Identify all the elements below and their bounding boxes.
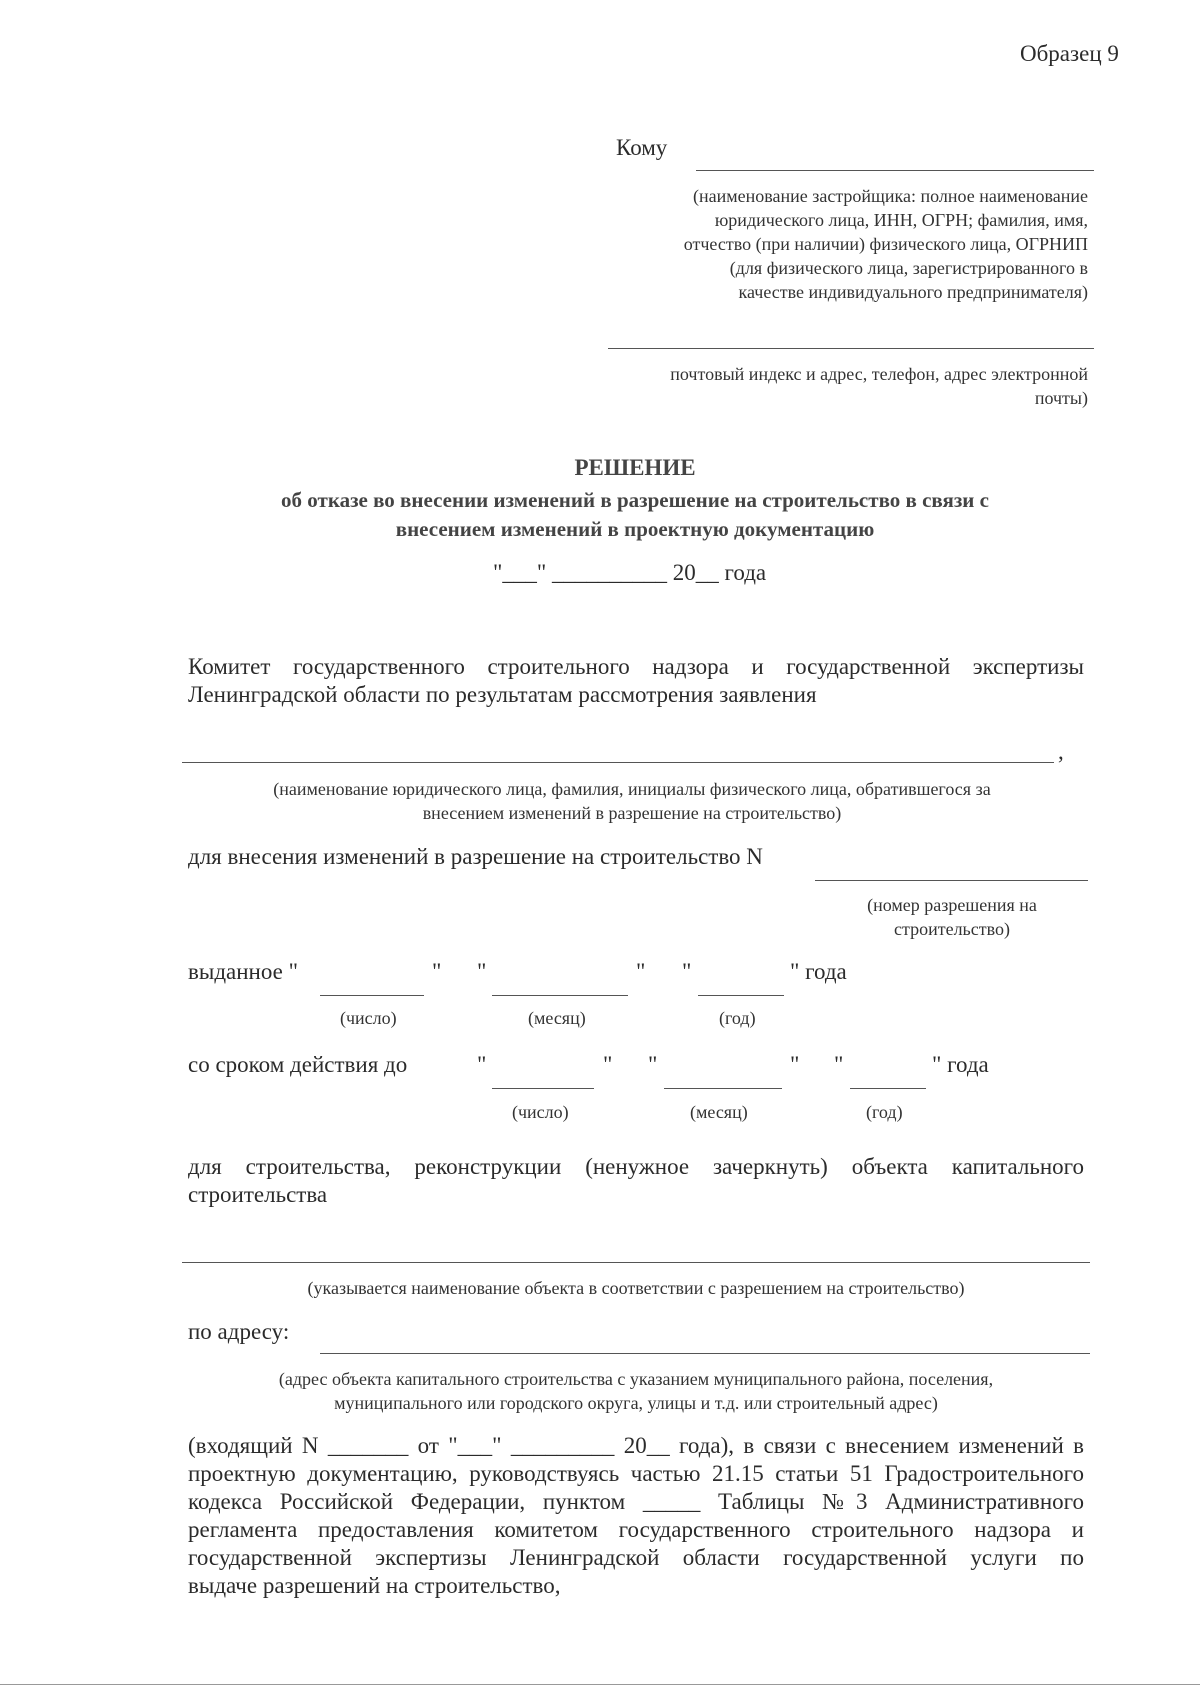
developer-hint-line: качестве индивидуального предпринимателя) — [738, 282, 1088, 302]
object-address-hint — [182, 1367, 1090, 1415]
valid-month-field — [664, 1088, 782, 1089]
final-paragraph — [188, 1432, 1084, 1600]
valid-year-field — [850, 1088, 926, 1089]
issued-day-field — [320, 995, 424, 996]
valid-day-field — [492, 1088, 594, 1089]
permit-number-hint — [832, 893, 1072, 941]
recipient-name-field — [696, 170, 1094, 171]
applicant-name-field — [182, 762, 1054, 763]
object-name-field — [182, 1262, 1090, 1263]
applicant-hint — [182, 777, 1082, 825]
object-address-field — [320, 1353, 1090, 1354]
final-paragraph-line: регламента предоставления комитетом государственного строительного надзора и — [188, 1517, 1084, 1542]
applicant-hint-line: (наименование юридического лица, фамилия, инициалы физического лица, обратившегося за — [273, 779, 991, 799]
issued-label: выданное " — [188, 959, 298, 984]
quote: " — [477, 959, 487, 984]
address-hint-line: почтовый индекс и адрес, телефон, адрес электронной — [670, 364, 1088, 384]
valid-label: со сроком действия до — [188, 1052, 408, 1077]
subtitle-line: об отказе во внесении изменений в разрешение на строительство в связи с — [281, 488, 989, 512]
issued-day-hint: (число) — [340, 1008, 397, 1028]
quote: " — [603, 1052, 613, 1077]
valid-month-hint: (месяц) — [690, 1102, 748, 1122]
permit-number-field — [815, 880, 1088, 881]
committee-line: Комитет государственного строительного надзора и государственной экспертизы — [188, 654, 1084, 679]
decision-date-line: "___" __________ 20__ года — [493, 560, 767, 585]
quote: " — [682, 959, 692, 984]
valid-tail: " года — [932, 1052, 989, 1077]
quote: " — [636, 959, 646, 984]
object-line: для строительства, реконструкции (ненужное зачеркнуть) объекта капитального — [188, 1154, 1084, 1179]
valid-day-hint: (число) — [512, 1102, 569, 1122]
developer-hint-line: (для физического лица, зарегистрированного в — [729, 258, 1088, 278]
object-name-hint: (указывается наименование объекта в соответствии с разрешением на строительство) — [307, 1278, 965, 1298]
developer-hint-line: юридического лица, ИНН, ОГРН; фамилия, имя, — [714, 210, 1088, 230]
sample-label: Образец 9 — [1020, 41, 1119, 66]
issued-year-hint: (год) — [719, 1008, 756, 1028]
page-bottom-edge — [0, 1684, 1200, 1685]
committee-line: Ленинградской области по результатам рассмотрения заявления — [188, 682, 817, 707]
quote: " — [432, 959, 442, 984]
object-line: строительства — [188, 1182, 328, 1207]
document-title: РЕШЕНИЕ — [574, 455, 696, 480]
final-paragraph-line: (входящий N _______ от "___" _________ 20__ года), в связи с внесением изменений в — [188, 1433, 1084, 1458]
final-paragraph-line: государственной экспертизы Ленинградской области государственной услуги по — [188, 1545, 1084, 1570]
to-label: Кому — [616, 135, 668, 160]
object-address-hint-line: (адрес объекта капитального строительства с указанием муниципального района, поселения, — [278, 1369, 994, 1389]
final-paragraph-line: проектную документацию, руководствуясь частью 21.15 статьи 51 Градостроительного — [188, 1461, 1084, 1486]
final-paragraph-last-line: выдаче разрешений на строительство, — [188, 1573, 561, 1598]
document-subtitle — [0, 486, 1200, 544]
final-paragraph-line: кодекса Российской Федерации, пунктом _____ Таблицы №3 Административного — [188, 1489, 1084, 1514]
quote: " — [648, 1052, 658, 1077]
permit-label: для внесения изменений в разрешение на строительство N — [188, 844, 763, 869]
permit-number-hint-line: (номер разрешения на — [867, 895, 1037, 915]
object-address-hint-line: муниципального или городского округа, улицы и т.д. или строительный адрес) — [334, 1393, 938, 1413]
permit-number-hint-line: строительство) — [894, 919, 1010, 939]
developer-hint-line: (наименование застройщика: полное наименование — [692, 186, 1088, 206]
comma: , — [1058, 739, 1064, 764]
developer-hint — [560, 184, 1088, 304]
issued-month-hint: (месяц) — [528, 1008, 586, 1028]
developer-hint-line: отчество (при наличии) физического лица, ОГРНИП — [683, 234, 1088, 254]
quote: " — [790, 1052, 800, 1077]
applicant-hint-line: внесением изменений в разрешение на строительство) — [422, 803, 842, 823]
issued-year-field — [698, 995, 784, 996]
address-hint — [560, 362, 1088, 410]
recipient-address-field — [608, 348, 1094, 349]
issued-month-field — [492, 995, 628, 996]
valid-year-hint: (год) — [866, 1102, 903, 1122]
subtitle-line: внесением изменений в проектную документацию — [395, 517, 875, 541]
quote: " — [834, 1052, 844, 1077]
address-label: по адресу: — [188, 1319, 290, 1344]
quote: " — [477, 1052, 487, 1077]
address-hint-line: почты) — [1034, 388, 1088, 408]
issued-tail: " года — [790, 959, 847, 984]
